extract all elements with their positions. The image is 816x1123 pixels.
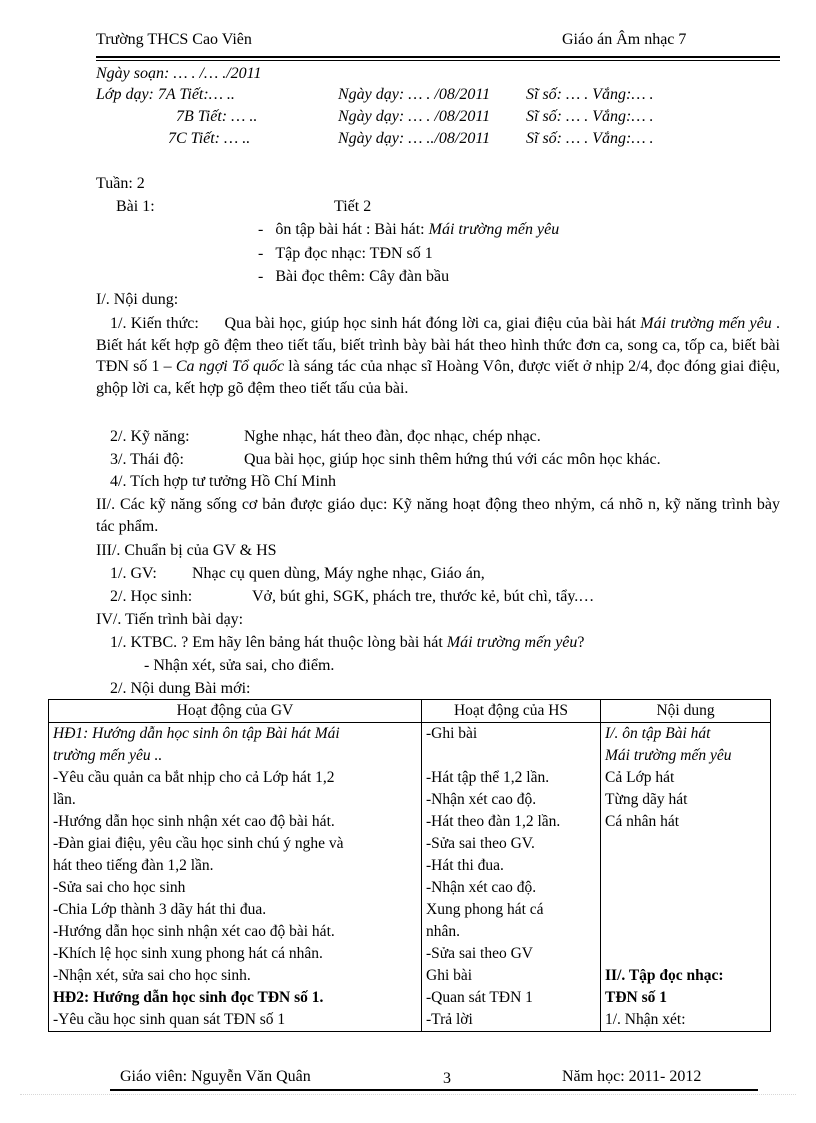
cell-line: Cả Lớp hát: [605, 769, 675, 786]
cell-line: II/. Tập đọc nhạc:: [605, 967, 724, 984]
cell-line: -Hướng dẫn học sinh nhận xét cao độ bài hát.: [53, 813, 335, 830]
cell-line: -Nhận xét, sửa sai cho học sinh.: [53, 967, 251, 984]
knowledge-paragraph: 1/. Kiến thức: Qua bài học, giúp học sinh hát đóng lời ca, giai điệu của bài hát Mái trường mến yêu . Biết hát kết hợp gõ đệm theo tiết tấu, biết trình bày bài hát theo hình thức đơn ca, song ca, tốp ca, biết bài TĐN số 1 – Ca ngợi Tổ quốc là sáng tác của nhạc sĩ Hoàng Vôn, được viết ở nhịp 2/4, đọc đóng giai điệu, ghộp lời ca, kết hợp gõ đệm theo tiết tấu của bài.: [96, 315, 781, 397]
cell-line: nhân.: [426, 923, 461, 940]
class-7b: 7B Tiết: … ..: [176, 108, 258, 125]
cell-line: -Quan sát TĐN 1: [426, 989, 533, 1006]
skills-text: Nghe nhạc, hát theo đàn, đọc nhạc, chép nhạc.: [244, 428, 541, 445]
cell-line: 1/. Nhận xét:: [605, 1011, 686, 1028]
integration-text: 4/. Tích hợp tư tưởng Hồ Chí Minh: [110, 473, 336, 490]
attitude-text: Qua bài học, giúp học sinh thêm hứng thú với các môn học khác.: [244, 451, 661, 468]
cell-line: [605, 855, 766, 877]
cell-line: HĐ2: Hướng dẫn học sinh đọc TĐN số 1.: [53, 989, 324, 1006]
skills-label: 2/. Kỹ năng:: [110, 428, 190, 445]
cell-line: -Sửa sai cho học sinh: [53, 879, 186, 896]
date-7b: Ngày dạy: … . /08/2011: [338, 108, 491, 125]
school-name: Trường THCS Cao Viên: [96, 31, 252, 48]
cell-line: -Trả lời: [426, 1011, 473, 1028]
period-label: Tiết 2: [334, 198, 372, 215]
cell-line: -Khích lệ học sinh xung phong hát cá nhân.: [53, 945, 323, 962]
lesson-item: - Tập đọc nhạc: TĐN số 1: [258, 245, 433, 262]
cell-line: -Chia Lớp thành 3 dãy hát thi đua.: [53, 901, 267, 918]
cell-line: -Đàn giai điệu, yêu cầu học sinh chú ý nghe và: [53, 835, 344, 852]
cell-line: [605, 877, 766, 899]
date-7a: Ngày dạy: … . /08/2011: [338, 86, 491, 103]
cell-line: -Sửa sai theo GV: [426, 945, 533, 962]
section-content-heading: I/. Nội dung:: [96, 291, 179, 308]
cell-line: I/. ôn tập Bài hát: [605, 725, 711, 742]
cell-line: -Hát tập thể 1,2 lần.: [426, 769, 550, 786]
page-number: 3: [443, 1070, 451, 1087]
teacher-name: Giáo viên: Nguyễn Văn Quân: [120, 1068, 311, 1085]
table-row: [49, 723, 771, 1032]
cell-line: Mái trường mến yêu: [605, 747, 732, 764]
page-bottom-dotted-line: [20, 1094, 796, 1095]
cell-line: -Ghi bài: [426, 725, 478, 742]
lesson-table: [48, 699, 771, 1032]
cell-line: -Yêu cầu học sinh quan sát TĐN số 1: [53, 1011, 286, 1028]
class-7a: Lớp dạy: 7A Tiết:… ..: [96, 86, 235, 103]
cell-line: Xung phong hát cá: [426, 901, 544, 918]
cell-line: [426, 745, 596, 767]
gv-activities-cell: [49, 723, 422, 1032]
header-rule-thin: [96, 60, 780, 61]
cell-line: [605, 943, 766, 965]
date-7c: Ngày dạy: … ../08/2011: [338, 130, 491, 147]
attendance-7b: Sĩ số: … . Vắng:… .: [526, 108, 654, 125]
cell-line: hát theo tiếng đàn 1,2 lần.: [53, 857, 214, 874]
cell-line: -Hát thi đua.: [426, 857, 504, 874]
header-hs: Hoạt động của HS: [422, 700, 601, 723]
header-rule-thick: [96, 56, 780, 58]
cell-line: -Yêu cầu quản ca bắt nhịp cho cả Lớp hát 1,2: [53, 769, 335, 786]
hs-activities-cell: [422, 723, 601, 1032]
content-cell: [601, 723, 771, 1032]
ktbc-text: 1/. KTBC. ? Em hãy lên bảng hát thuộc lòng bài hát Mái trường mến yêu?: [110, 634, 585, 651]
cell-line: Ghi bài: [426, 967, 473, 984]
cell-line: trường mến yêu ..: [53, 747, 163, 764]
bullet: -: [258, 268, 276, 285]
gv-text: Nhạc cụ quen dùng, Máy nghe nhạc, Giáo án,: [192, 565, 485, 582]
attendance-7a: Sĩ số: … . Vắng:… .: [526, 86, 654, 103]
footer-rule: [110, 1089, 758, 1091]
attendance-7c: Sĩ số: … . Vắng:… .: [526, 130, 654, 147]
cell-line: TĐN số 1: [605, 989, 668, 1006]
cell-line: -Nhận xét cao độ.: [426, 791, 537, 808]
cell-line: [605, 899, 766, 921]
cell-line: -Hát theo đàn 1,2 lần.: [426, 813, 561, 830]
cell-line: -Nhận xét cao độ.: [426, 879, 537, 896]
hs-text: Vở, bút ghi, SGK, phách tre, thước kẻ, bút chì, tẩy.…: [252, 588, 595, 605]
table-header-row: [49, 700, 771, 723]
life-skills-paragraph: II/. Các kỹ năng sống cơ bản được giáo dục: Kỹ năng hoạt động theo nhỷm, cá nhõ n, kỹ năng trình bày tác phẩm.: [96, 496, 780, 535]
header-content: Nội dung: [601, 700, 771, 723]
procedure-heading: IV/. Tiến trình bài dạy:: [96, 611, 244, 628]
cell-line: -Hướng dẫn học sinh nhận xét cao độ bài hát.: [53, 923, 335, 940]
header-gv: Hoạt động của GV: [49, 700, 422, 723]
school-year: Năm học: 2011- 2012: [562, 1068, 702, 1085]
date-prepared: Ngày soạn: … . /… ./2011: [96, 65, 262, 82]
preparation-heading: III/. Chuẩn bị của GV & HS: [96, 542, 277, 559]
subject-title: Giáo án Âm nhạc 7: [562, 31, 687, 48]
cell-line: Từng dãy hát: [605, 791, 688, 808]
lesson-item: - Bài đọc thêm: Cây đàn bầu: [258, 268, 450, 285]
week-label: Tuần: 2: [96, 175, 145, 192]
bullet: -: [258, 221, 276, 238]
cell-line: HĐ1: Hướng dẫn học sinh ôn tập Bài hát Mái: [53, 725, 340, 742]
ktbc-note: - Nhận xét, sửa sai, cho điểm.: [144, 657, 335, 674]
cell-line: [605, 833, 766, 855]
cell-line: [605, 921, 766, 943]
lesson-number: Bài 1:: [116, 198, 155, 215]
class-7c: 7C Tiết: … ..: [168, 130, 251, 147]
bullet: -: [258, 245, 276, 262]
attitude-label: 3/. Thái độ:: [110, 451, 184, 468]
cell-line: lần.: [53, 791, 76, 808]
new-lesson-label: 2/. Nội dung Bài mới:: [110, 680, 251, 697]
gv-label: 1/. GV:: [110, 565, 157, 582]
cell-line: Cá nhân hát: [605, 813, 680, 830]
cell-line: -Sửa sai theo GV.: [426, 835, 535, 852]
hs-label: 2/. Học sinh:: [110, 588, 193, 605]
lesson-item: - ôn tập bài hát : Bài hát: Mái trường mến yêu: [258, 221, 560, 238]
